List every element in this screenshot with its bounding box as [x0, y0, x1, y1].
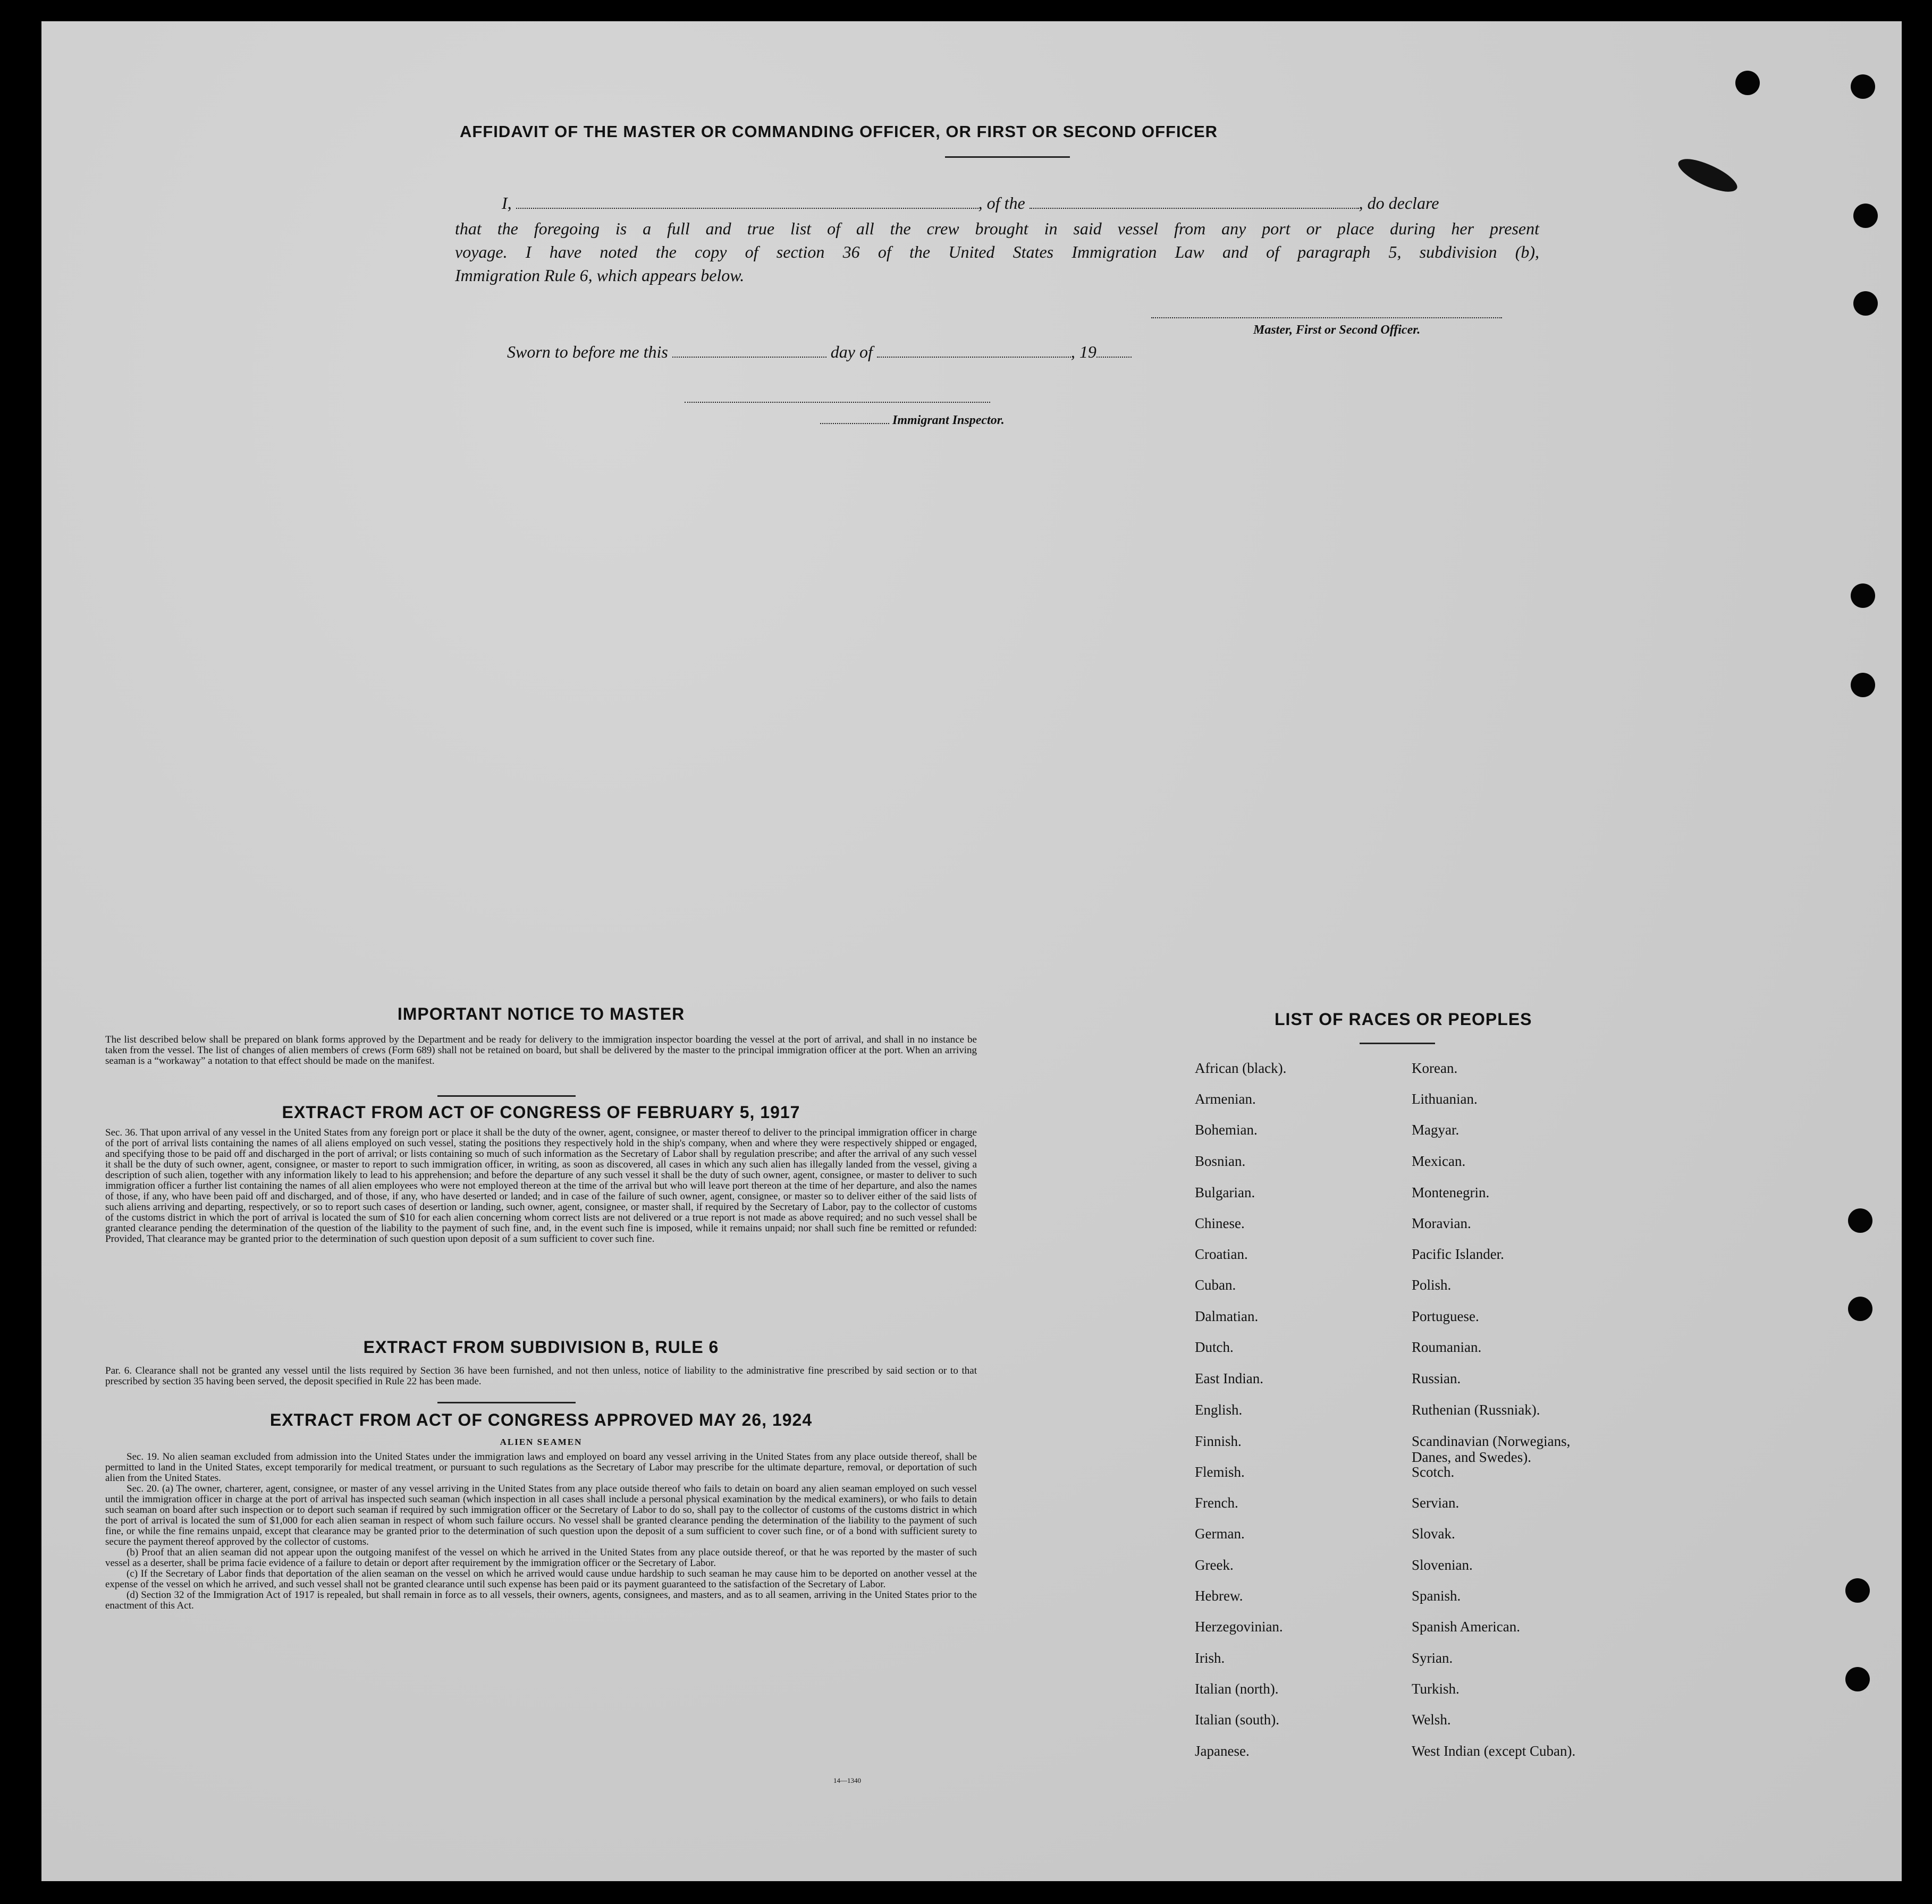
punch-hole	[1851, 583, 1875, 608]
race-item: Pacific Islander.	[1412, 1246, 1504, 1262]
sec19-paragraph: Sec. 19. No alien seaman excluded from admission into the United States under the immigration laws and employed on board any vessel arriving in the United States from any place outside thereof, shall be permitted to land in the United States, except temporarily for medical treatment, or pursuant to such regulations as the Secretary of Labor may prescribe for the ultimate departure, removal, or deportation of such alien from the United States.	[105, 1451, 977, 1484]
race-item: Bosnian.	[1195, 1153, 1246, 1169]
race-item: Flemish.	[1195, 1464, 1245, 1480]
extract-1917-title: EXTRACT FROM ACT OF CONGRESS OF FEBRUARY 5, 1917	[282, 1103, 800, 1122]
race-item: Dalmatian.	[1195, 1308, 1259, 1324]
race-item: Herzegovinian.	[1195, 1619, 1283, 1635]
name-blank[interactable]	[516, 196, 978, 209]
form-number: 14—1340	[833, 1776, 861, 1784]
race-item: Lithuanian.	[1412, 1091, 1478, 1107]
punch-hole	[1853, 204, 1878, 228]
race-item: German.	[1195, 1526, 1245, 1542]
race-item: Italian (south).	[1195, 1712, 1279, 1728]
separator-1	[437, 1095, 576, 1097]
race-item: Irish.	[1195, 1650, 1225, 1666]
day-of-text: day of	[830, 342, 873, 361]
master-signature-line[interactable]	[1151, 317, 1502, 318]
race-item: Korean.	[1412, 1060, 1458, 1076]
extract-1924-body	[105, 1452, 977, 1611]
document-page	[41, 21, 1902, 1881]
inspector-label-text: Immigrant Inspector.	[892, 413, 1005, 427]
race-item: Spanish American.	[1412, 1619, 1520, 1635]
punch-hole	[1851, 74, 1875, 99]
day-blank[interactable]	[672, 345, 826, 358]
race-item: Bohemian.	[1195, 1122, 1258, 1138]
race-item: Scandinavian (Norwegians, Danes, and Swedes).	[1412, 1433, 1571, 1465]
punch-hole	[1848, 1297, 1872, 1321]
race-item: Russian.	[1412, 1370, 1461, 1386]
affidavit-title: AFFIDAVIT OF THE MASTER OR COMMANDING OFFICER, OR FIRST OR SECOND OFFICER	[459, 122, 1218, 141]
year-prefix: , 19	[1070, 342, 1096, 361]
extract-1924-subtitle: ALIEN SEAMEN	[500, 1437, 583, 1447]
extract-1924-title: EXTRACT FROM ACT OF CONGRESS APPROVED MAY 26, 1924	[269, 1410, 813, 1429]
race-item: Greek.	[1195, 1557, 1234, 1573]
race-item: Hebrew.	[1195, 1588, 1243, 1604]
sworn-line	[507, 340, 1251, 363]
race-item: African (black).	[1195, 1060, 1287, 1076]
affidavit-title-rule	[945, 156, 1070, 158]
race-item: Slovenian.	[1412, 1557, 1473, 1573]
master-signature-label: Master, First or Second Officer.	[1253, 323, 1421, 337]
affidavit-line-2: that the foregoing is a full and true list of all the crew brought in said vessel from any port or place during her present	[455, 219, 1539, 238]
month-blank[interactable]	[877, 345, 1071, 358]
race-item: Servian.	[1412, 1495, 1459, 1511]
extract-1917-paragraph: Sec. 36. That upon arrival of any vessel in the United States from any foreign port or place it shall be the duty of the owner, agent, consignee, or master thereof to deliver to the principal immigration officer in charge of the port of arrival lists containing the names of all aliens employed on such vessel, stating the positions they respectively hold in the ship's company, when and where they were respectively shipped or engaged, and specifying those to be paid off and discharged in the port of arrival; or lists containing so much of such information as the Secretary of Labor shall by regulation prescribe; and after the arrival of any such vessel it shall be the duty of such owner, agent, consignee, or master to report to such immigration officer, in writing, as soon as discovered, all cases in which any such alien has illegally landed from the vessel, giving a description of such alien, together with any information likely to lead to his apprehension; and before the departure of any such vessel it shall be the duty of such owner, agent, consignee, or master to deliver to such immigration officer a further list containing the names of all alien employees who were not employed thereon at the time of the arrival but who will leave port thereon at the time of her departure, and also the names of those, if any, who have been paid off and discharged, and of those, if any, who have deserted or landed; and in case of the failure of such owner, agent, consignee, or master so to deliver either of the said lists of such aliens arriving and departing, respectively, or so to report such cases of desertion or landing, such owner, agent, consignee, or master shall, if required by the Secretary of Labor, pay to the collector of customs of the customs district in which the port of arrival is located the sum of $10 for each alien concerning whom correct lists are not delivered or a true report is not made as above required; and no such vessel shall be granted clearance pending the determination of the question of the liability to the payment of such fine, and, in the event such fine is imposed, while it remains unpaid; nor shall such fine be remitted or refunded: Provided, That clearance may be granted prior to the determination of such question upon deposit of a sum sufficient to cover such fine.	[105, 1127, 977, 1245]
vessel-blank[interactable]	[1030, 196, 1359, 209]
race-item: Croatian.	[1195, 1246, 1248, 1262]
race-item: Spanish.	[1412, 1588, 1461, 1604]
races-title: LIST OF RACES OR PEOPLES	[1275, 1010, 1532, 1029]
punch-hole	[1845, 1578, 1870, 1603]
race-item: Magyar.	[1412, 1122, 1459, 1138]
race-item: Cuban.	[1195, 1277, 1236, 1293]
notice-title: IMPORTANT NOTICE TO MASTER	[397, 1004, 685, 1023]
sec20d-paragraph: (d) Section 32 of the Immigration Act of 1917 is repealed, but shall remain in force as to all vessels, their owners, agents, consignees, and masters, and as to all seamen, arriving in the United States prior to the enactment of this Act.	[105, 1589, 977, 1611]
affidavit-do-declare: , do declare	[1359, 193, 1439, 213]
affidavit-of-the: , of the	[978, 193, 1025, 213]
race-item: Welsh.	[1412, 1712, 1451, 1728]
punch-hole	[1848, 1208, 1872, 1233]
race-item: French.	[1195, 1495, 1238, 1511]
race-item: Scotch.	[1412, 1464, 1455, 1480]
separator-2	[437, 1402, 576, 1403]
race-item: Ruthenian (Russniak).	[1412, 1402, 1540, 1418]
race-item: West Indian (except Cuban).	[1412, 1743, 1576, 1759]
affidavit-i: I,	[502, 193, 512, 213]
ink-smudge	[1675, 151, 1741, 200]
inspector-signature-label	[820, 413, 1005, 428]
affidavit-line-1	[502, 191, 1543, 215]
race-item: Finnish.	[1195, 1433, 1242, 1449]
extract-rule6-title: EXTRACT FROM SUBDIVISION B, RULE 6	[363, 1338, 719, 1357]
race-item: English.	[1195, 1402, 1243, 1418]
race-item: East Indian.	[1195, 1370, 1263, 1386]
race-item: Italian (north).	[1195, 1681, 1279, 1697]
race-item: Moravian.	[1412, 1215, 1471, 1231]
races-title-rule	[1360, 1043, 1435, 1044]
race-item: Chinese.	[1195, 1215, 1245, 1231]
sec20a-paragraph: Sec. 20. (a) The owner, charterer, agent, consignee, or master of any vessel arriving in the United States from any place outside thereof who fails to detain on board any alien seaman employed on such vessel until the immigration officer in charge at the port of arrival has inspected such seaman (which inspection in all cases shall include a personal physical examination by the medical examiners), or who fails to detain such seaman on board after such inspection or to deport such seaman if required by such immigration officer or the Secretary of Labor to do so, shall pay to the collector of customs of the customs district in which the port of arrival is located the sum of $1,000 for each alien seaman in respect of whom such failure occurs. No vessel shall be granted clearance pending the determination of the liability to the payment of such fine, or while the fine remains unpaid, except that clearance may be granted prior to the determination of such question upon the deposit of a sum sufficient to cover such fine, or of a bond with sufficient surety to secure the payment thereof approved by the collector of customs.	[105, 1483, 977, 1547]
race-item: Syrian.	[1412, 1650, 1453, 1666]
race-item: Japanese.	[1195, 1743, 1250, 1759]
affidavit-line-3: voyage. I have noted the copy of section 36 of the United States Immigration Law and of paragraph 5, subdivision (b),	[455, 242, 1539, 261]
punch-hole	[1845, 1667, 1870, 1691]
sec20b-paragraph: (b) Proof that an alien seaman did not appear upon the outgoing manifest of the vessel on which he arrived in the United States from any place outside thereof, or that he was reported by the master of such vessel as a deserter, shall be prima facie evidence of a failure to detain or deport after requirement by the immigration officer or the Secretary of Labor.	[105, 1547, 977, 1569]
race-item: Portuguese.	[1412, 1308, 1479, 1324]
year-blank[interactable]	[1096, 345, 1132, 358]
notice-paragraph: The list described below shall be prepared on blank forms approved by the Department and be ready for delivery to the immigration inspector boarding the vessel at the port of arrival, and shall in no instance be taken from the vessel. The list of changes of alien members of crews (Form 689) shall not be retained on board, but shall be delivered by the master to the principal immigration officer at the port. When an arriving seaman is a “workaway” a notation to that effect should be made on the manifest.	[105, 1034, 977, 1067]
punch-hole	[1851, 673, 1875, 697]
sworn-text: Sworn to before me this	[507, 342, 668, 361]
sec20c-paragraph: (c) If the Secretary of Labor finds that deportation of the alien seaman on the vessel on which he arrived would cause undue hardship to such seaman he may cause him to be deported on another vessel at the expense of the vessel on which he arrived, and such vessel shall not be granted clearance until such expense has been paid or its payment guaranteed to the satisfaction of the Secretary of Labor.	[105, 1568, 977, 1590]
inspector-signature-line[interactable]	[685, 402, 990, 403]
race-item: Mexican.	[1412, 1153, 1466, 1169]
race-item: Armenian.	[1195, 1091, 1256, 1107]
race-item: Bulgarian.	[1195, 1184, 1255, 1200]
race-item: Polish.	[1412, 1277, 1452, 1293]
affidavit-line-4: Immigration Rule 6, which appears below.	[455, 266, 745, 285]
race-item: Dutch.	[1195, 1339, 1234, 1355]
extract-rule6-paragraph: Par. 6. Clearance shall not be granted any vessel until the lists required by Section 36 have been furnished, and not then unless, notice of liability to the administrative fine prescribed by said section or to that prescribed by section 35 having been served, the deposit specified in Rule 22 has been made.	[105, 1365, 977, 1387]
race-item: Montenegrin.	[1412, 1184, 1490, 1200]
inspector-dots	[820, 417, 889, 424]
race-item: Roumanian.	[1412, 1339, 1482, 1355]
punch-hole	[1735, 71, 1760, 95]
punch-hole	[1853, 291, 1878, 316]
race-item: Slovak.	[1412, 1526, 1455, 1542]
race-item: Turkish.	[1412, 1681, 1459, 1697]
